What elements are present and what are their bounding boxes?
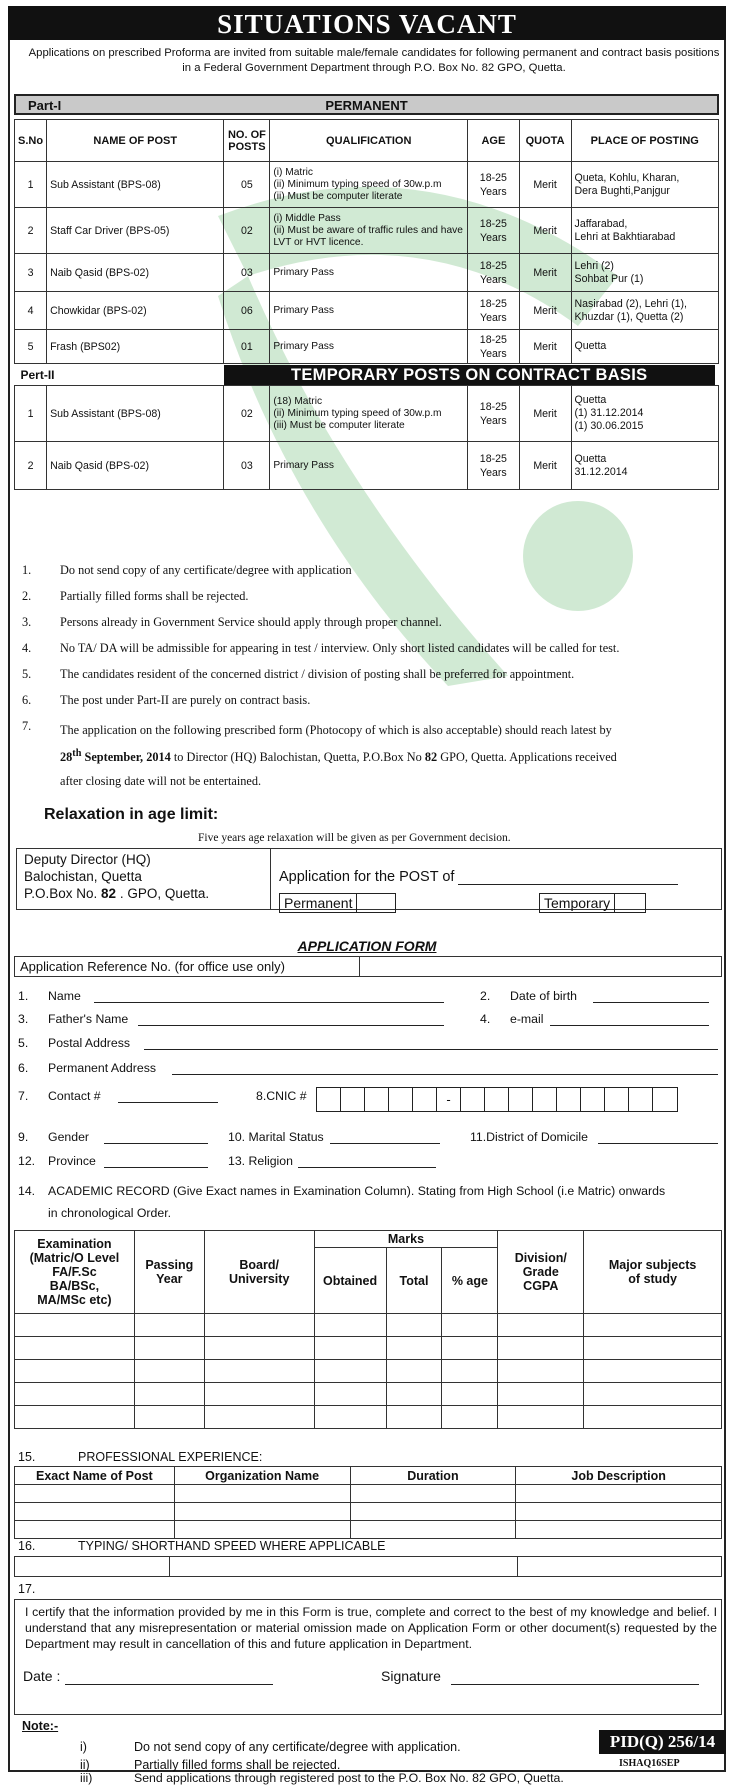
cell-post: Sub Assistant (BPS-08) <box>47 162 224 208</box>
academic-cell[interactable] <box>498 1314 584 1337</box>
academic-cell[interactable] <box>442 1383 498 1406</box>
table-row <box>15 1360 722 1383</box>
father-name-field[interactable] <box>138 1025 444 1026</box>
cell-qualification: Primary Pass <box>270 254 468 292</box>
cell-qualification: (i) Middle Pass (ii) Must be aware of traffic rules and have LVT or HVT licence. <box>270 208 468 254</box>
academic-cell[interactable] <box>15 1383 135 1406</box>
academic-cell[interactable] <box>386 1360 442 1383</box>
typing-heading: 16. TYPING/ SHORTHAND SPEED WHERE APPLICABLE <box>18 1539 386 1553</box>
academic-cell[interactable] <box>15 1337 135 1360</box>
contact-field[interactable] <box>118 1102 218 1103</box>
academic-cell[interactable] <box>134 1383 204 1406</box>
cell-posts: 01 <box>224 330 270 364</box>
cell-quota: Merit <box>519 162 571 208</box>
experience-cell[interactable] <box>516 1521 722 1539</box>
permanent-posts <box>15 162 719 364</box>
cell-quota: Merit <box>519 386 571 442</box>
cell-qualification: Primary Pass <box>270 330 468 364</box>
cell-age: 18-25 Years <box>468 386 520 442</box>
contact-label: 7. Contact # <box>18 1089 101 1103</box>
col-place-of-posting: PLACE OF POSTING <box>571 120 718 162</box>
posts-table <box>14 119 719 490</box>
cell-post: Naib Qasid (BPS-02) <box>47 442 224 490</box>
postal-address-field[interactable] <box>144 1049 718 1050</box>
part-1-label: Part-I <box>28 98 62 113</box>
cell-place: Nasirabad (2), Lehri (1), Khuzdar (1), Quetta (2) <box>571 292 718 330</box>
academic-cell[interactable] <box>498 1360 584 1383</box>
name-label: 1. Name <box>18 989 81 1003</box>
cell-sno: 2 <box>15 208 47 254</box>
cell-sno: 3 <box>15 254 47 292</box>
experience-cell[interactable] <box>174 1521 350 1539</box>
experience-table <box>14 1466 722 1539</box>
table-row <box>15 292 719 330</box>
note-item: 6. The post under Part-II are purely on contract basis. <box>22 693 311 707</box>
col-name-of-post: NAME OF POST <box>47 120 224 162</box>
col-examination: Examination (Matric/O Level FA/F.Sc BA/BSc, MA/MSc etc) <box>15 1231 135 1314</box>
cell-age: 18-25 Years <box>468 162 520 208</box>
cell-quota: Merit <box>519 254 571 292</box>
reference-row: Application Reference No. (for office use only) <box>14 956 722 977</box>
relaxation-heading: Relaxation in age limit: <box>44 806 219 823</box>
academic-record-table <box>14 1230 722 1429</box>
table-row <box>15 386 719 442</box>
intro-text: Applications on prescribed Proforma are invited from suitable male/female candidates for following permanent and contract basis positions in a Federal Government Department through P.O. Box No. 82 GPO, Quetta. <box>28 47 720 74</box>
cell-posts: 03 <box>224 254 270 292</box>
col-qualification: QUALIFICATION <box>270 120 468 162</box>
col-organization-name: Organization Name <box>174 1467 350 1485</box>
experience-heading: 15. PROFESSIONAL EXPERIENCE: <box>18 1450 263 1464</box>
cell-qualification: (18) Matric (ii) Minimum typing speed of 30w.p.m (iii) Must be computer literate <box>270 386 468 442</box>
experience-cell[interactable] <box>350 1503 516 1521</box>
academic-cell[interactable] <box>386 1383 442 1406</box>
temporary-option[interactable]: Temporary <box>539 893 615 913</box>
religion-field[interactable] <box>298 1167 436 1168</box>
province-label: 12. Province <box>18 1154 96 1168</box>
email-field[interactable] <box>550 1025 709 1026</box>
col-percentage: % age <box>442 1248 498 1314</box>
permanent-address-field[interactable] <box>172 1074 718 1075</box>
permanent-checkbox[interactable] <box>356 893 396 913</box>
academic-cell[interactable] <box>134 1360 204 1383</box>
cnic-label: 8.CNIC # <box>256 1089 307 1103</box>
part-2-bar <box>15 364 719 386</box>
note-item: 2. Partially filled forms shall be rejected. <box>22 589 249 603</box>
table-row <box>15 1521 722 1539</box>
table-row <box>15 1314 722 1337</box>
col-age: AGE <box>468 120 520 162</box>
academic-cell[interactable] <box>15 1314 135 1337</box>
footnote-item: ii) Partially filled forms shall be rejected. <box>80 1758 341 1772</box>
note-item: 7. The application on the following prescribed form (Photocopy of which is also acceptable) should reach latest by 28th September, 2014 to Director (HQ) Balochistan, Quetta, P.O.Box No 82 GPO, Quetta. Applications received after closing date will not be entertained. <box>22 719 617 789</box>
footnote-item: iii) Send applications through registered post to the P.O. Box No. 82 GPO, Quetta. <box>80 1771 564 1785</box>
cell-sno: 2 <box>15 442 47 490</box>
page-title: SITUATIONS VACANT <box>8 6 726 40</box>
part-2-title: TEMPORARY POSTS ON CONTRACT BASIS <box>224 365 715 385</box>
signature-label: Signature <box>381 1668 441 1684</box>
cell-qualification: Primary Pass <box>270 292 468 330</box>
cell-place: Quetta <box>571 330 718 364</box>
experience-cell[interactable] <box>516 1485 722 1503</box>
cell-qualification: (i) Matric (ii) Minimum typing speed of 30w.p.m (ii) Must be computer literate <box>270 162 468 208</box>
col-quota: QUOTA <box>519 120 571 162</box>
academic-cell[interactable] <box>584 1406 722 1429</box>
relaxation-text: Five years age relaxation will be given as per Government decision. <box>198 832 511 844</box>
dob-field[interactable] <box>593 1002 709 1003</box>
part-2-label: Pert-II <box>20 367 55 382</box>
academic-cell[interactable] <box>584 1360 722 1383</box>
cell-sno: 1 <box>15 162 47 208</box>
table-row <box>15 1337 722 1360</box>
temporary-checkbox[interactable] <box>614 893 646 913</box>
address-box <box>16 848 722 910</box>
academic-cell[interactable] <box>584 1314 722 1337</box>
note-item: 1. Do not send copy of any certificate/degree with application <box>22 563 352 577</box>
recipient-address: Deputy Director (HQ) Balochistan, Quetta P.O.Box No. 82 . GPO, Quetta. <box>17 849 271 909</box>
notes-list <box>22 562 722 793</box>
cell-post: Staff Car Driver (BPS-05) <box>47 208 224 254</box>
advertisement-page <box>8 6 726 1785</box>
col-job-description: Job Description <box>516 1467 722 1485</box>
date-label: Date : <box>23 1668 61 1684</box>
experience-cell[interactable] <box>516 1503 722 1521</box>
signature-field[interactable] <box>451 1684 699 1685</box>
cell-posts: 02 <box>224 208 270 254</box>
table-row <box>15 1406 722 1429</box>
cell-sno: 5 <box>15 330 47 364</box>
cell-age: 18-25 Years <box>468 330 520 364</box>
cell-qualification: Primary Pass <box>270 442 468 490</box>
experience-cell[interactable] <box>15 1521 175 1539</box>
domicile-field[interactable] <box>598 1143 718 1144</box>
gender-field[interactable] <box>104 1143 208 1144</box>
note-item: 5. The candidates resident of the concerned district / division of posting shall be preferred for appointment. <box>22 667 575 681</box>
cell-place: Quetta (1) 31.12.2014 (1) 30.06.2015 <box>571 386 718 442</box>
religion-label: 13. Religion <box>228 1154 293 1168</box>
experience-cell[interactable] <box>350 1521 516 1539</box>
col-marks: Marks <box>314 1231 498 1248</box>
academic-cell[interactable] <box>15 1406 135 1429</box>
academic-cell[interactable] <box>134 1337 204 1360</box>
experience-cell[interactable] <box>15 1485 175 1503</box>
cell-post: Naib Qasid (BPS-02) <box>47 254 224 292</box>
experience-cell[interactable] <box>15 1503 175 1521</box>
domicile-label: 11.District of Domicile <box>470 1130 588 1144</box>
academic-cell[interactable] <box>314 1360 386 1383</box>
col-board: Board/ University <box>204 1231 314 1314</box>
footnote-item: i) Do not send copy of any certificate/degree with application. <box>80 1740 461 1754</box>
table-row <box>15 1503 722 1521</box>
col-obtained: Obtained <box>314 1248 386 1314</box>
academic-cell[interactable] <box>498 1383 584 1406</box>
cell-quota: Merit <box>519 442 571 490</box>
dob-label: 2. Date of birth <box>480 989 577 1003</box>
col-exact-name-of-post: Exact Name of Post <box>15 1467 175 1485</box>
cell-post: Chowkidar (BPS-02) <box>47 292 224 330</box>
col-duration: Duration <box>350 1467 516 1485</box>
cell-quota: Merit <box>519 292 571 330</box>
table-row <box>15 208 719 254</box>
table-row <box>15 330 719 364</box>
reference-code: ISHAQ16SEP <box>619 1758 680 1769</box>
academic-cell[interactable] <box>386 1406 442 1429</box>
academic-cell[interactable] <box>314 1337 386 1360</box>
cell-posts: 03 <box>224 442 270 490</box>
cell-posts: 06 <box>224 292 270 330</box>
part-1-title: PERMANENT <box>325 98 408 113</box>
name-field[interactable] <box>94 1002 444 1003</box>
academic-cell[interactable] <box>498 1406 584 1429</box>
academic-cell[interactable] <box>442 1360 498 1383</box>
cell-quota: Merit <box>519 330 571 364</box>
col-major-subjects: Major subjects of study <box>584 1231 722 1314</box>
permanent-address-label: 6. Permanent Address <box>18 1061 156 1075</box>
email-label: 4. e-mail <box>480 1012 544 1026</box>
father-name-label: 3. Father's Name <box>18 1012 129 1026</box>
cell-age: 18-25 Years <box>468 208 520 254</box>
academic-cell[interactable] <box>134 1406 204 1429</box>
table-row <box>15 162 719 208</box>
cell-quota: Merit <box>519 208 571 254</box>
typing-field[interactable] <box>14 1556 722 1577</box>
pid-badge: PID(Q) 256/14 <box>599 1730 726 1754</box>
cell-posts: 05 <box>224 162 270 208</box>
gender-label: 9. Gender <box>18 1130 90 1144</box>
col-total: Total <box>386 1248 442 1314</box>
experience-cell[interactable] <box>174 1503 350 1521</box>
cell-age: 18-25 Years <box>468 442 520 490</box>
table-row <box>15 254 719 292</box>
certificate-number: 17. <box>18 1582 36 1596</box>
part-1-bar <box>14 94 719 115</box>
col-sno: S.No <box>15 120 47 162</box>
academic-cell[interactable] <box>15 1360 135 1383</box>
academic-cell[interactable] <box>204 1314 314 1337</box>
academic-cell[interactable] <box>584 1337 722 1360</box>
table-header-row <box>15 120 719 162</box>
col-no-of-posts: NO. OF POSTS <box>224 120 270 162</box>
academic-cell[interactable] <box>314 1383 386 1406</box>
cell-place: Lehri (2) Sohbat Pur (1) <box>571 254 718 292</box>
academic-cell[interactable] <box>442 1314 498 1337</box>
table-row <box>15 1485 722 1503</box>
note-item: 3. Persons already in Government Service should apply through proper channel. <box>22 615 442 629</box>
cell-age: 18-25 Years <box>468 292 520 330</box>
post-applied-field[interactable] <box>458 871 678 885</box>
cell-post: Frash (BPS02) <box>47 330 224 364</box>
table-row <box>15 442 719 490</box>
academic-cell[interactable] <box>204 1360 314 1383</box>
province-field[interactable] <box>104 1167 208 1168</box>
col-passing-year: Passing Year <box>134 1231 204 1314</box>
academic-cell[interactable] <box>204 1337 314 1360</box>
academic-cell[interactable] <box>584 1383 722 1406</box>
academic-cell[interactable] <box>386 1337 442 1360</box>
marital-status-label: 10. Marital Status <box>228 1130 324 1144</box>
academic-cell[interactable] <box>442 1406 498 1429</box>
cell-place: Jaffarabad, Lehri at Bakhtiarabad <box>571 208 718 254</box>
post-applied-label: Application for the POST of <box>279 869 678 885</box>
cell-place: Quetta 31.12.2014 <box>571 442 718 490</box>
experience-cell[interactable] <box>350 1485 516 1503</box>
academic-cell[interactable] <box>134 1314 204 1337</box>
certificate-text: I certify that the information provided by me in this Form is true, complete and correct to the best of my knowledge and belief. I understand that any misrepresentation or material omission made on Application Form or other document(s) requested by the Department may result in cancellation of this and future application in Department. <box>25 1605 717 1651</box>
marital-status-field[interactable] <box>330 1143 440 1144</box>
cell-sno: 1 <box>15 386 47 442</box>
table-row <box>15 1383 722 1406</box>
cell-post: Sub Assistant (BPS-08) <box>47 386 224 442</box>
academic-cell[interactable] <box>442 1337 498 1360</box>
cell-place: Queta, Kohlu, Kharan, Dera Bughti,Panjgur <box>571 162 718 208</box>
cell-posts: 02 <box>224 386 270 442</box>
academic-cell[interactable] <box>386 1314 442 1337</box>
academic-cell[interactable] <box>314 1314 386 1337</box>
academic-cell[interactable] <box>204 1406 314 1429</box>
permanent-option[interactable]: Permanent <box>279 893 357 913</box>
postal-address-label: 5. Postal Address <box>18 1036 131 1050</box>
application-form-title: APPLICATION FORM <box>297 938 437 954</box>
footnote-heading: Note:- <box>22 1719 59 1733</box>
cell-sno: 4 <box>15 292 47 330</box>
col-division: Division/ Grade CGPA <box>498 1231 584 1314</box>
certificate-box <box>14 1599 722 1715</box>
academic-cell[interactable] <box>204 1383 314 1406</box>
note-item: 4. No TA/ DA will be admissible for appearing in test / interview. Only short listed candidates will be called for test. <box>22 641 620 655</box>
cnic-boxes[interactable]: - <box>316 1087 678 1112</box>
academic-record-label: 14. ACADEMIC RECORD (Give Exact names in Examination Column). Stating from High School (i.e Matric) onwards in chronological Order. <box>18 1184 666 1220</box>
temporary-posts <box>15 386 719 490</box>
cell-age: 18-25 Years <box>468 254 520 292</box>
academic-cell[interactable] <box>498 1337 584 1360</box>
experience-cell[interactable] <box>174 1485 350 1503</box>
academic-cell[interactable] <box>314 1406 386 1429</box>
date-field[interactable] <box>65 1684 273 1685</box>
